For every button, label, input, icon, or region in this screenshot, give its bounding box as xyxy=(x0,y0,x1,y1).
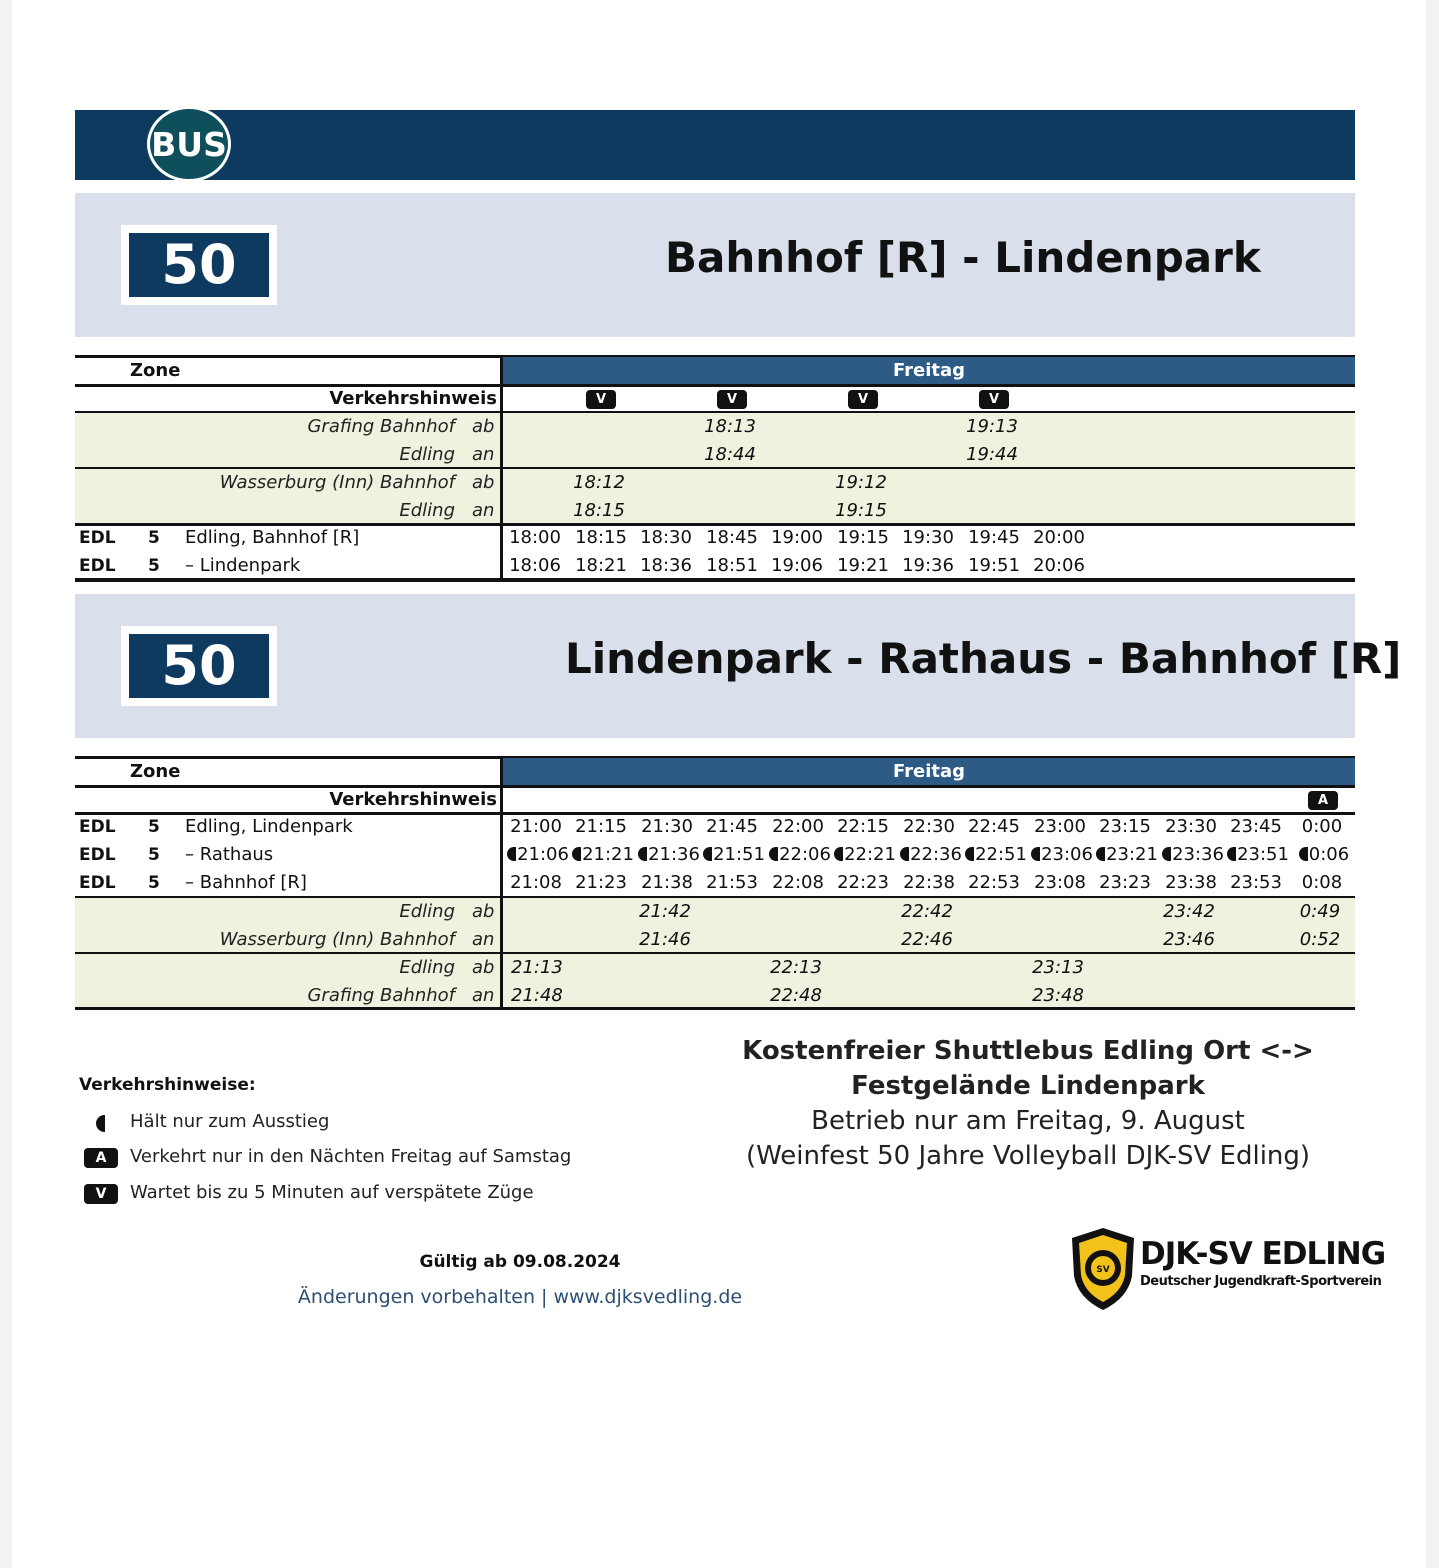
half-circle-icon xyxy=(572,847,581,861)
club-name: DJK-SV EDLING xyxy=(1140,1236,1386,1272)
feeder-row: Wasserburg (Inn) Bahnhof ab 18:12 19:12 xyxy=(75,469,1355,497)
half-circle-icon xyxy=(703,847,712,861)
half-circle-icon xyxy=(638,847,647,861)
stop-row: EDL 5 Edling, Bahnhof [R] 18:00 18:15 18:30 18:45 19:00 19:15 19:30 19:45 20:00 xyxy=(79,527,1085,548)
connection-row: Wasserburg (Inn) Bahnhof an 21:46 22:46 23:46 0:52 xyxy=(75,926,1355,954)
half-circle-icon xyxy=(1031,847,1040,861)
half-circle-icon xyxy=(834,847,843,861)
stop-row: EDL 5 – Lindenpark 18:06 18:21 18:36 18:51 19:06 19:21 19:36 19:51 20:06 xyxy=(79,555,1085,576)
wait-badge: V xyxy=(586,390,616,409)
shuttle-line1: Kostenfreier Shuttlebus Edling Ort <-> xyxy=(742,1036,1314,1066)
wait-badge-icon: V xyxy=(84,1184,118,1204)
route2-number-frame xyxy=(121,626,277,706)
svg-text:SV: SV xyxy=(1096,1265,1110,1275)
route2-header xyxy=(75,594,1402,738)
stop-row: EDL 5 – Rathaus 21:06 21:21 21:36 21:51 22:06 22:21 22:36 22:51 23:06 23:21 23:36 23:51 0:06 xyxy=(79,844,1350,865)
route1-notice-label: Verkehrshinweis xyxy=(329,388,497,409)
shuttle-line3: Betrieb nur am Freitag, 9. August xyxy=(811,1106,1245,1136)
connection-row: Edling ab 21:42 22:42 23:42 0:49 xyxy=(75,898,1355,926)
route1-day: Freitag xyxy=(503,357,1355,385)
night-badge-icon: A xyxy=(84,1148,118,1168)
feeder-row: Grafing Bahnhof ab 18:13 19:13 xyxy=(75,413,1355,441)
valid-from: Gültig ab 09.08.2024 xyxy=(419,1252,621,1272)
shuttle-line2: Festgelände Lindenpark xyxy=(851,1071,1205,1101)
half-circle-icon xyxy=(900,847,909,861)
changes-note: Änderungen vorbehalten | www.djksvedling.de xyxy=(297,1286,743,1308)
club-subtitle: Deutscher Jugendkraft-Sportverein xyxy=(1140,1274,1382,1289)
route2-notice-label: Verkehrshinweis xyxy=(329,789,497,810)
route1-header xyxy=(75,193,1355,337)
half-circle-icon xyxy=(96,1115,105,1132)
half-circle-icon xyxy=(769,847,778,861)
club-logo xyxy=(1068,1226,1386,1312)
feeder-row: Edling an 18:44 19:44 xyxy=(75,441,1355,469)
route1-number: 50 xyxy=(129,233,269,297)
wait-badge: V xyxy=(979,390,1009,409)
connection-row: Edling ab 21:13 22:13 23:13 xyxy=(75,954,1355,982)
bus-logo xyxy=(145,106,233,182)
legend-title: Verkehrshinweise: xyxy=(79,1075,256,1095)
half-circle-icon xyxy=(1299,847,1308,861)
route2-title: Lindenpark - Rathaus - Bahnhof [R] xyxy=(565,634,1402,683)
header-bar xyxy=(75,110,1355,180)
route2-zone-label: Zone xyxy=(130,761,181,782)
route2-day: Freitag xyxy=(503,758,1355,786)
half-circle-icon xyxy=(1227,847,1236,861)
night-badge: A xyxy=(1308,791,1338,810)
bus-logo-text: BUS xyxy=(151,125,227,164)
route2-number: 50 xyxy=(129,634,269,698)
route1-number-frame xyxy=(121,225,277,305)
wait-badge: V xyxy=(717,390,747,409)
stop-row: EDL 5 – Bahnhof [R] 21:08 21:23 21:38 21:53 22:08 22:23 22:38 22:53 23:08 23:23 23:38 23:53 0:08 xyxy=(79,872,1343,893)
feeder-row: Edling an 18:15 19:15 xyxy=(75,497,1355,525)
half-circle-icon xyxy=(965,847,974,861)
club-shield-icon xyxy=(1068,1226,1138,1312)
connection-row: Grafing Bahnhof an 21:48 22:48 23:48 xyxy=(75,982,1355,1010)
route1-zone-label: Zone xyxy=(130,360,181,381)
half-circle-icon xyxy=(1162,847,1171,861)
half-circle-icon xyxy=(507,847,516,861)
route1-title: Bahnhof [R] - Lindenpark xyxy=(665,233,1261,282)
half-circle-icon xyxy=(1096,847,1105,861)
wait-badge: V xyxy=(848,390,878,409)
shuttle-line4: (Weinfest 50 Jahre Volleyball DJK-SV Edling) xyxy=(745,1141,1311,1171)
stop-row: EDL 5 Edling, Lindenpark 21:00 21:15 21:30 21:45 22:00 22:15 22:30 22:45 23:00 23:15 23:30 23:45 0:00 xyxy=(79,816,1343,837)
